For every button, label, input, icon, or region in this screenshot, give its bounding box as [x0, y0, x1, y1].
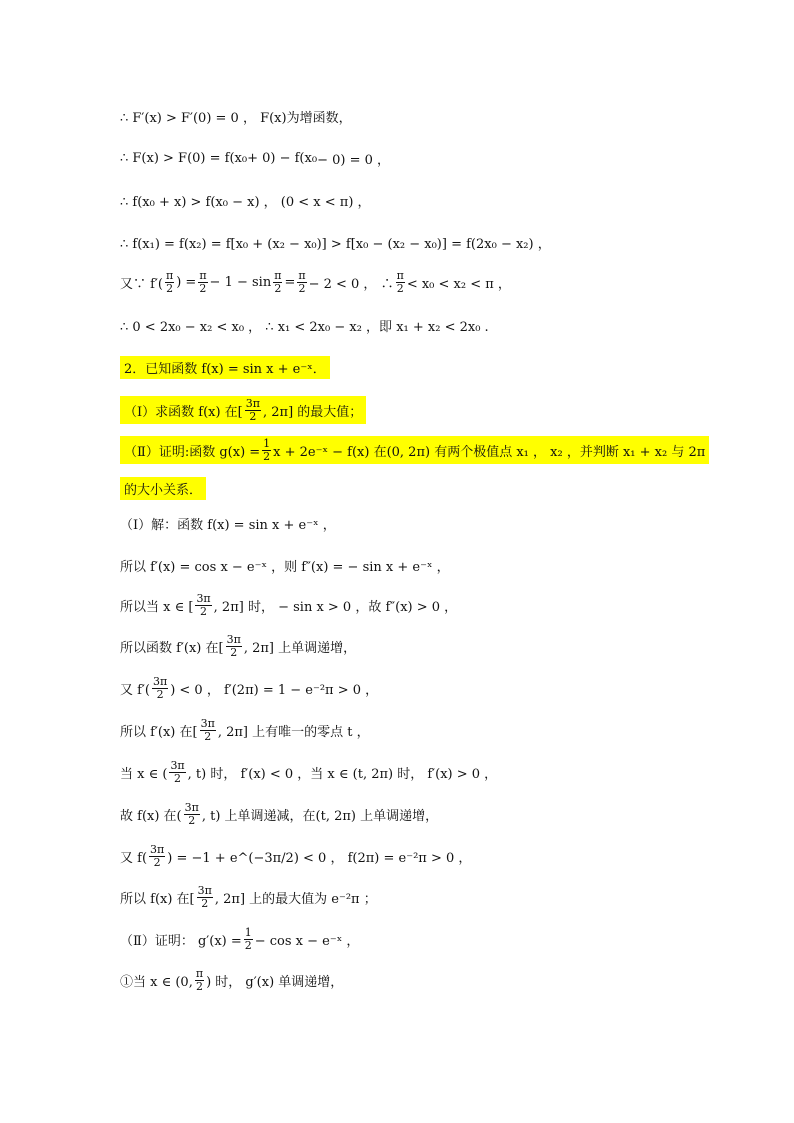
- problem-part2-pre: （Ⅱ）证明:函数 g(x) =: [124, 444, 261, 460]
- fraction: [149, 844, 165, 868]
- solution-line-9-pre: 又 f(: [120, 850, 148, 866]
- fraction: [198, 270, 207, 294]
- fraction-numerator: 3π: [245, 396, 260, 410]
- fraction: [195, 968, 204, 992]
- fraction-denominator: 2: [188, 813, 196, 827]
- solution-line-1: [120, 508, 336, 538]
- fraction-numerator: 1: [263, 436, 271, 450]
- proof-line-1-text: ∴ F′(x) > F′(0) = 0 ， F(x)为增函数，: [120, 110, 352, 126]
- solution-line-10-post: , 2π] 上的最大值为 e⁻²π ；: [214, 891, 377, 907]
- solution-line-3: [120, 588, 457, 622]
- fraction: [226, 634, 242, 658]
- proof-line-5-mid1: ) =: [176, 274, 197, 290]
- problem-title: [120, 352, 330, 382]
- problem-part1-post: , 2π] 的最大值；: [263, 404, 363, 420]
- solution-line-11-pre: （Ⅱ）证明： g′(x) =: [120, 933, 242, 949]
- problem-part2-highlight: [120, 436, 709, 464]
- fraction-denominator: 2: [298, 281, 306, 295]
- solution-line-11-post: − cos x − e⁻ˣ ，: [254, 933, 360, 949]
- solution-line-6-post: , 2π] 上有唯一的零点 t ，: [217, 724, 370, 740]
- fraction-denominator: 2: [244, 938, 252, 952]
- proof-line-2-sub2: ₀: [311, 150, 318, 166]
- fraction-numerator: 3π: [170, 758, 185, 772]
- problem-part1-highlight: [120, 396, 366, 424]
- fraction-numerator: π: [199, 268, 207, 282]
- solution-line-2: [120, 550, 450, 580]
- solution-line-9-post: ) = −1 + e^(−3π/2) < 0 ， f(2π) = e⁻²π > 0 ，: [167, 850, 472, 866]
- fraction-numerator: 3π: [150, 842, 165, 856]
- solution-line-4-pre: 所以函数 f′(x) 在[: [120, 640, 224, 656]
- fraction-numerator: 3π: [152, 674, 168, 688]
- solution-line-10-pre: 所以 f(x) 在[: [120, 891, 195, 907]
- solution-line-6-pre: 所以 f′(x) 在[: [120, 724, 198, 740]
- fraction-denominator: 2: [249, 409, 257, 423]
- solution-line-6: [120, 713, 370, 747]
- fraction: [184, 802, 200, 826]
- fraction: [165, 270, 174, 294]
- fraction-numerator: 3π: [197, 883, 212, 897]
- fraction: [262, 438, 271, 462]
- fraction-numerator: 3π: [200, 716, 215, 730]
- solution-line-9: [120, 839, 471, 873]
- fraction-denominator: 2: [166, 281, 174, 295]
- fraction: [273, 270, 282, 294]
- solution-line-2-text: 所以 f′(x) = cos x − e⁻ˣ ，则 f″(x) = − sin x + e⁻ˣ ，: [120, 559, 450, 575]
- fraction: [396, 270, 405, 294]
- fraction: [200, 718, 216, 742]
- solution-line-7-post: , t) 时， f′(x) < 0 ，当 x ∈ (t, 2π) 时， f′(x) > 0 ，: [187, 766, 498, 782]
- fraction-numerator: π: [298, 268, 306, 282]
- proof-line-2-text: ∴ F(x) > F(0) = f(x: [120, 150, 242, 166]
- problem-title-text: 2．已知函数 f(x) = sin x + e⁻ˣ．: [120, 356, 330, 379]
- fraction: [195, 593, 211, 617]
- solution-line-8-pre: 故 f(x) 在(: [120, 808, 182, 824]
- solution-line-8: [120, 797, 438, 831]
- fraction-denominator: 2: [199, 281, 207, 295]
- proof-line-4-text: ∴ f(x₁) = f(x₂) = f[x₀ + (x₂ − x₀)] > f[x₀ − (x₂ − x₀)] = f(2x₀ − x₂) ，: [120, 236, 551, 252]
- solution-line-10: [120, 880, 377, 914]
- fraction: [197, 885, 213, 909]
- proof-line-2-text2: + 0) − f(x: [247, 150, 312, 166]
- fraction-numerator: 3π: [196, 591, 211, 605]
- solution-line-4: [120, 629, 356, 663]
- fraction-denominator: 2: [201, 896, 209, 910]
- proof-line-6: [120, 310, 489, 340]
- solution-line-4-post: , 2π] 上单调递增，: [243, 640, 357, 656]
- fraction-denominator: 2: [200, 604, 208, 618]
- problem-part2: [120, 432, 709, 468]
- fraction-denominator: 2: [153, 855, 161, 869]
- fraction-denominator: 2: [195, 979, 203, 993]
- solution-line-12: [120, 963, 343, 997]
- solution-line-1-text: （Ⅰ）解：函数 f(x) = sin x + e⁻ˣ ，: [120, 517, 336, 533]
- proof-line-5: [120, 267, 511, 297]
- solution-line-12-post: ) 时， g′(x) 单调递增，: [206, 974, 344, 990]
- fraction-denominator: 2: [396, 281, 404, 295]
- proof-line-2-sub1: ₀: [241, 150, 248, 166]
- fraction-numerator: π: [274, 268, 282, 282]
- proof-line-3-text: ∴ f(x₀ + x) > f(x₀ − x) ， (0 < x < π) ，: [120, 194, 371, 210]
- fraction-numerator: π: [396, 268, 404, 282]
- problem-part1: [120, 392, 366, 428]
- proof-line-5-mid2: − 1 − sin: [209, 274, 272, 290]
- proof-line-2-text3: − 0) = 0 ，: [317, 152, 390, 168]
- proof-line-5-pre: 又∵ f′(: [120, 276, 163, 292]
- proof-line-6-text: ∴ 0 < 2x₀ − x₂ < x₀ ， ∴ x₁ < 2x₀ − x₂ ，即 x₁ + x₂ < 2x₀ .: [120, 319, 489, 335]
- fraction: [245, 398, 261, 422]
- fraction-denominator: 2: [274, 281, 282, 295]
- proof-line-4: [120, 227, 551, 257]
- proof-line-5-post: < x₀ < x₂ < π ，: [406, 276, 511, 292]
- solution-line-5: [120, 671, 378, 705]
- fraction-numerator: 1: [244, 925, 252, 939]
- problem-part1-pre: （Ⅰ）求函数 f(x) 在[: [124, 404, 243, 420]
- problem-part2-post: x + 2e⁻ˣ − f(x) 在(0, 2π) 有两个极值点 x₁ ， x₂ ，并判断 x₁ + x₂ 与 2π: [273, 444, 706, 460]
- problem-part2-cont: [120, 473, 206, 503]
- proof-line-5-mid3: =: [284, 274, 296, 290]
- fraction-denominator: 2: [156, 687, 164, 701]
- solution-line-3-post: , 2π] 时， − sin x > 0 ，故 f″(x) > 0 ，: [213, 599, 458, 615]
- solution-line-5-pre: 又 f′(: [120, 682, 150, 698]
- fraction-denominator: 2: [230, 645, 238, 659]
- solution-line-5-post: ) < 0 ， f′(2π) = 1 − e⁻²π > 0 ，: [170, 682, 379, 698]
- fraction-numerator: π: [195, 966, 204, 980]
- fraction-numerator: 3π: [184, 800, 199, 814]
- proof-line-3: [120, 185, 371, 215]
- proof-line-1: [120, 101, 352, 131]
- proof-line-5-mid4: − 2 < 0 ， ∴: [308, 276, 394, 292]
- fraction-denominator: 2: [204, 729, 212, 743]
- fraction-denominator: 2: [263, 449, 271, 463]
- fraction-numerator: π: [165, 268, 174, 282]
- proof-line-2: [120, 143, 390, 173]
- fraction: [152, 676, 168, 700]
- solution-line-7: [120, 755, 497, 789]
- solution-line-7-pre: 当 x ∈ (: [120, 766, 168, 782]
- solution-line-12-pre: ①当 x ∈ (0,: [120, 974, 193, 990]
- solution-line-8-post: , t) 上单调递减，在(t, 2π) 上单调递增，: [201, 808, 439, 824]
- fraction: [297, 270, 306, 294]
- problem-part2-cont-text: 的大小关系．: [120, 477, 206, 500]
- fraction: [244, 927, 253, 951]
- fraction-numerator: 3π: [226, 632, 241, 646]
- fraction: [169, 760, 185, 784]
- fraction-denominator: 2: [174, 771, 182, 785]
- solution-line-3-pre: 所以当 x ∈ [: [120, 599, 194, 615]
- solution-line-11: [120, 922, 359, 956]
